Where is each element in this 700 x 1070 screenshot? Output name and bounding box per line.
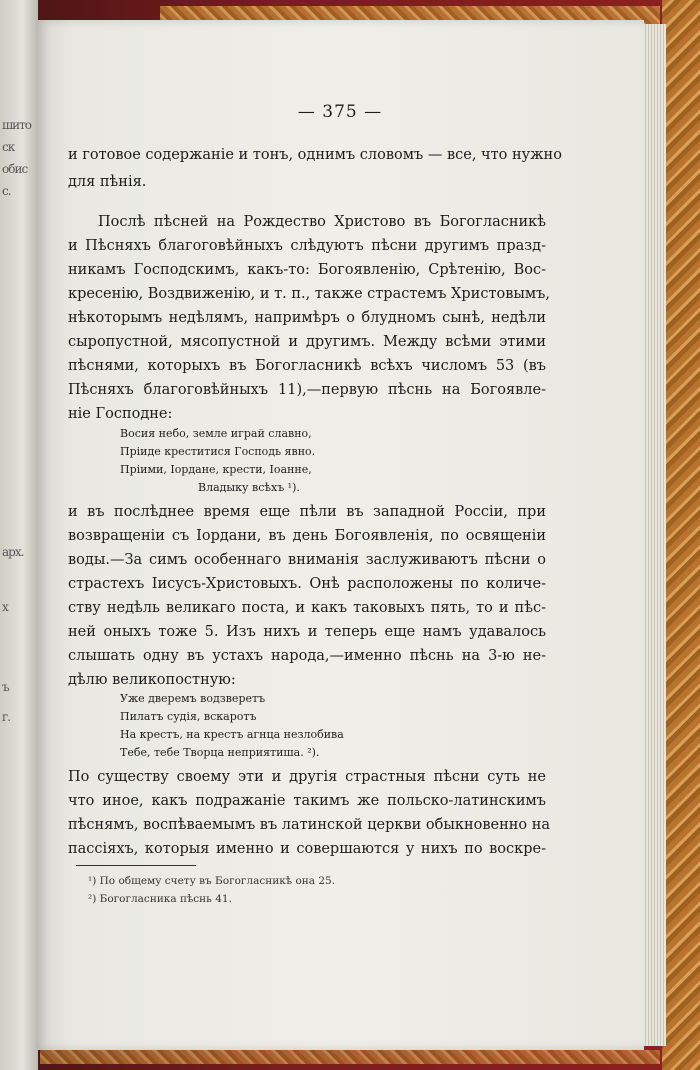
text-line: Послѣ пѣсней на Рождество Христово въ Богогласникѣ <box>98 214 546 230</box>
text-line: пассіяхъ, которыя именно и совершаются у нихъ по воскре- <box>68 841 546 857</box>
footnote: ¹) По общему счету въ Богогласникѣ она 25. <box>88 875 336 887</box>
margin-fragment: х <box>2 600 8 614</box>
text-line: Пѣсняхъ благоговѣйныхъ 11),—первую пѣснь на Богоявле- <box>68 382 546 398</box>
text-line: возвращеніи съ Іордани, въ день Богоявленія, по освященіи <box>68 528 546 544</box>
footnote-rule <box>76 865 196 866</box>
footnote: ²) Богогласника пѣснь 41. <box>88 893 232 905</box>
verse-line: Тебе, тебе Творца неприятиша. ²). <box>120 746 320 759</box>
verse-line: Уже дверемъ водзверетъ <box>120 692 266 705</box>
text-line: воды.—За симъ особеннаго вниманія заслуживаютъ пѣсни о <box>68 552 546 568</box>
verse-line: Пилатъ судія, вскаротъ <box>120 710 257 723</box>
text-line: никамъ Господскимъ, какъ-то: Богоявленію, Срѣтенію, Вос- <box>68 262 546 278</box>
page-content <box>36 20 644 1050</box>
text-line: и готовое содержаніе и тонъ, однимъ словомъ — все, что нужно <box>68 147 562 163</box>
margin-fragment: обис <box>2 162 28 176</box>
gilt-edge-bottom <box>40 1050 660 1064</box>
text-line: ней оныхъ тоже 5. Изъ нихъ и теперь еще намъ удавалось <box>68 624 546 640</box>
text-line: что иное, какъ подражаніе такимъ же польско-латинскимъ <box>68 793 546 809</box>
left-page-fragment <box>0 0 38 1070</box>
margin-fragment: ск <box>2 140 15 154</box>
margin-fragment: ъ <box>2 680 9 694</box>
text-line: дѣлю великопостную: <box>68 672 236 688</box>
margin-fragment: с. <box>2 184 11 198</box>
text-line: для пѣнія. <box>68 174 147 190</box>
text-line: кресенію, Воздвиженію, и т. п., также страстемъ Христовымъ, <box>68 286 551 302</box>
margin-fragment: шито <box>2 118 32 132</box>
book-spine <box>662 0 700 1070</box>
text-line: страстехъ Іисусъ-Христовыхъ. Онѣ расположены по количе- <box>68 576 546 592</box>
text-line: и въ послѣднее время еще пѣли въ западной Россіи, при <box>68 504 546 520</box>
book-page <box>36 20 644 1050</box>
margin-fragment: арх. <box>2 545 24 559</box>
text-line: слышать одну въ устахъ народа,—именно пѣснь на 3-ю не- <box>68 648 546 664</box>
margin-fragment: г. <box>2 710 11 724</box>
verse-line: На крестъ, на крестъ агнца незлобива <box>120 728 344 741</box>
text-line: По существу своему эти и другія страстныя пѣсни суть не <box>68 769 546 785</box>
text-line: и Пѣсняхъ благоговѣйныхъ слѣдуютъ пѣсни другимъ празд- <box>68 238 546 254</box>
text-line: нѣкоторымъ недѣлямъ, напримѣръ о блудномъ сынѣ, недѣли <box>68 310 546 326</box>
text-line: ніе Господне: <box>68 406 173 422</box>
text-line: пѣснями, которыхъ въ Богогласникѣ всѣхъ числомъ 53 (въ <box>68 358 546 374</box>
text-line: сыропустной, мясопустной и другимъ. Между всѣми этими <box>68 334 546 350</box>
text-line: ству недѣль великаго поста, и какъ таковыхъ пять, то и пѣс- <box>68 600 546 616</box>
verse-line: Восия небо, земле играй славно, <box>120 427 312 440</box>
verse-line: Владыку всѣхъ ¹). <box>198 481 300 494</box>
verse-line: Пріиде креститися Господь явно. <box>120 445 316 458</box>
verse-line: Пріими, Іордане, крести, Іоанне, <box>120 463 312 476</box>
page-number: — 375 — <box>297 102 383 122</box>
text-line: пѣснямъ, воспѣваемымъ въ латинской церкви обыкновенно на <box>68 817 551 833</box>
